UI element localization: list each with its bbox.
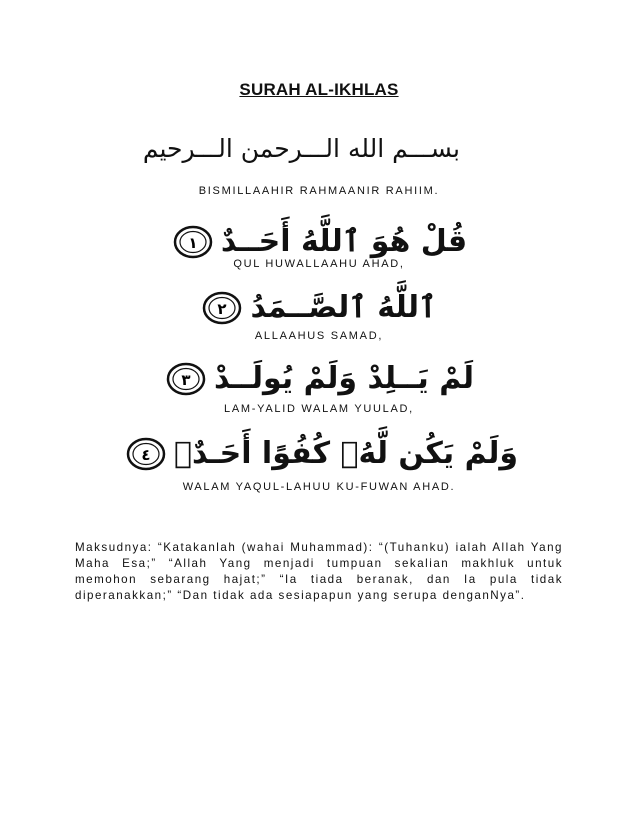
ayah-number: ١ bbox=[188, 234, 198, 252]
meaning-paragraph: Maksudnya: “Katakanlah (wahai Muhammad): “(Tuhanku) ialah Allah Yang Maha Esa;” “Allah Yang menjadi tumpuan sekalian makhluk untuk memohon sebarang hajat;” “Ia tiada beranak, dan Ia pula tidak diperanakkan;” “Dan tidak ada sesiapapun yang serupa denganNya”. bbox=[75, 541, 563, 602]
ayah-1-transliteration: QUL HUWALLAAHU AHAD, bbox=[233, 258, 405, 270]
ayah-arabic: وَلَمْ يَكُن لَّهُۥ كُفُوًا أَحَـدٌۢ bbox=[174, 436, 519, 471]
ayah-4-transliteration: WALAM YAQUL-LAHUU KU-FUWAN AHAD. bbox=[182, 481, 456, 493]
bismillah-arabic: بســـم الله الـــرحمن الـــرحيم bbox=[142, 134, 460, 163]
ayah-number-ornament-icon bbox=[173, 225, 213, 259]
ayah-2-transliteration: ALLAAHUS SAMAD, bbox=[254, 330, 384, 342]
ayah-arabic: لَمْ يَــلِدْ وَلَمْ يُولَــدْ bbox=[213, 361, 475, 396]
bismillah-transliteration: BISMILLAAHIR RAHMAANIR RAHIIM. bbox=[198, 185, 440, 197]
ayah-2 bbox=[217, 288, 437, 328]
ayah-3 bbox=[181, 358, 475, 400]
ayah-4 bbox=[141, 432, 519, 476]
ayah-number-ornament-icon bbox=[166, 362, 206, 396]
page-title: SURAH AL-IKHLAS bbox=[239, 80, 399, 99]
ayah-3-transliteration: LAM-YALID WALAM YUULAD, bbox=[224, 403, 414, 415]
ayah-number-ornament-icon bbox=[126, 437, 166, 471]
ayah-1 bbox=[188, 222, 468, 262]
ayah-arabic: ٱللَّهُ ٱلصَّــمَدُ bbox=[250, 290, 437, 325]
ayah-number: ٤ bbox=[141, 446, 151, 464]
ayah-number: ٢ bbox=[217, 300, 228, 318]
ayah-number-ornament-icon bbox=[202, 291, 242, 325]
ayah-number: ٣ bbox=[181, 371, 191, 389]
ayah-arabic: قُلْ هُوَ ٱللَّهُ أَحَــدٌ bbox=[220, 224, 468, 259]
